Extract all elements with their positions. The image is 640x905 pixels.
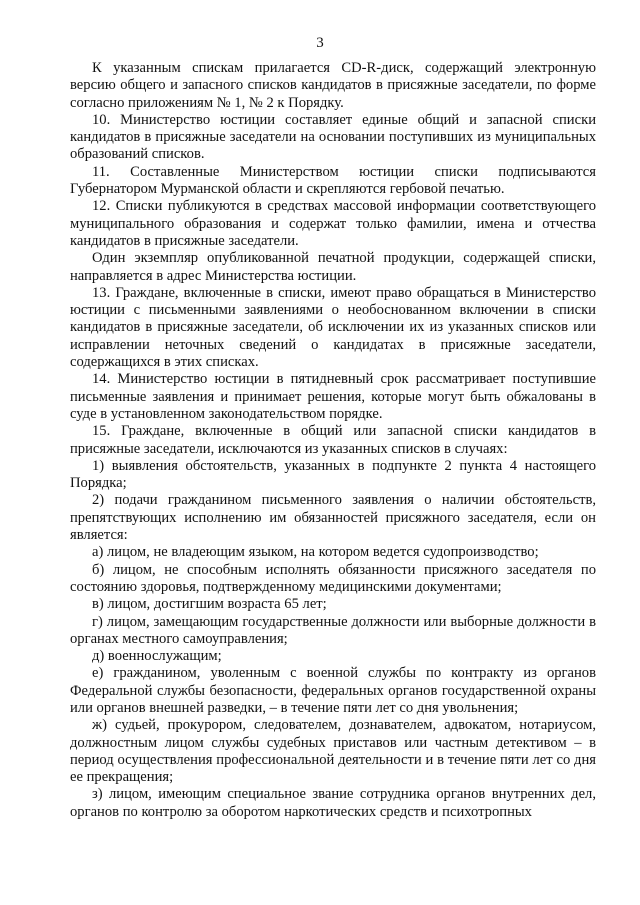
- paragraph-subitem-a: а) лицом, не владеющим языком, на котором ведется судопроизводство;: [92, 544, 539, 561]
- paragraph-item-12-copy: Один экземпляр опубликованной печатной продукции, содержащей списки, направляется в адрес Министерства юстиции.: [70, 250, 596, 284]
- document-body: [70, 60, 596, 821]
- paragraph-subitem-d: д) военнослужащим;: [92, 648, 222, 665]
- paragraph-cd-attachment: К указанным спискам прилагается CD-R-диск, содержащий электронную версию общего и запасного списков кандидатов в присяжные заседатели, по форме согласно приложениям № 1, № 2 к Порядку.: [70, 60, 596, 111]
- paragraph-subitem-e: е) гражданином, уволенным с военной службы по контракту из органов Федеральной службы безопасности, федеральных органов государственной охраны или органов внешней разведки, – в течение пяти лет со дня увольнения;: [70, 665, 596, 716]
- paragraph-subitem-v: в) лицом, достигшим возраста 65 лет;: [92, 596, 327, 613]
- paragraph-subitem-z: з) лицом, имеющим специальное звание сотрудника органов внутренних дел, органов по контролю за оборотом наркотических средств и психотропных: [70, 786, 596, 820]
- paragraph-subitem-2: 2) подачи гражданином письменного заявления о наличии обстоятельств, препятствующих исполнению им обязанностей присяжного заседателя, если он является:: [70, 492, 596, 544]
- paragraph-subitem-1: 1) выявления обстоятельств, указанных в подпункте 2 пункта 4 настоящего Порядка;: [70, 457, 596, 492]
- paragraph-item-14: 14. Министерство юстиции в пятидневный срок рассматривает поступившие письменные заявления и принимает решения, которые могут быть обжалованы в суде в установленном законодательством порядке.: [70, 371, 596, 422]
- page-number: 3: [316, 35, 324, 51]
- paragraph-subitem-g: г) лицом, замещающим государственные должности или выборные должности в органах местного самоуправления;: [70, 613, 596, 647]
- paragraph-item-11: 11. Составленные Министерством юстиции списки подписываются Губернатором Мурманской области и скрепляются гербовой печатью.: [70, 163, 596, 198]
- paragraph-subitem-b: б) лицом, не способным исполнять обязанности присяжного заседателя по состоянию здоровья, подтвержденному медицинскими документами;: [70, 561, 596, 595]
- paragraph-subitem-zh: ж) судьей, прокурором, следователем, дознавателем, адвокатом, нотариусом, должностным лицом службы судебных приставов или частным детективом – в период осуществления профессиональной деятельности и в течение пяти лет со дня ее прекращения;: [70, 717, 596, 786]
- paragraph-item-10: 10. Министерство юстиции составляет единые общий и запасной списки кандидатов в присяжные заседатели на основании поступивших из муниципальных образований списков.: [70, 111, 596, 163]
- paragraph-item-12: 12. Списки публикуются в средствах массовой информации соответствующего муниципального образования и содержат только фамилии, имена и отчества кандидатов в присяжные заседатели.: [70, 198, 596, 249]
- paragraph-item-15: 15. Граждане, включенные в общий или запасной списки кандидатов в присяжные заседатели, исключаются из указанных списков в случаях:: [70, 423, 596, 457]
- paragraph-item-13: 13. Граждане, включенные в списки, имеют право обращаться в Министерство юстиции с письменными заявлениями о необоснованном включении в списки кандидатов в присяжные заседатели, об исключении их из указанных списков или исправлении неточных сведений о кандидатах в присяжные заседатели, содержащихся в этих списках.: [70, 284, 596, 371]
